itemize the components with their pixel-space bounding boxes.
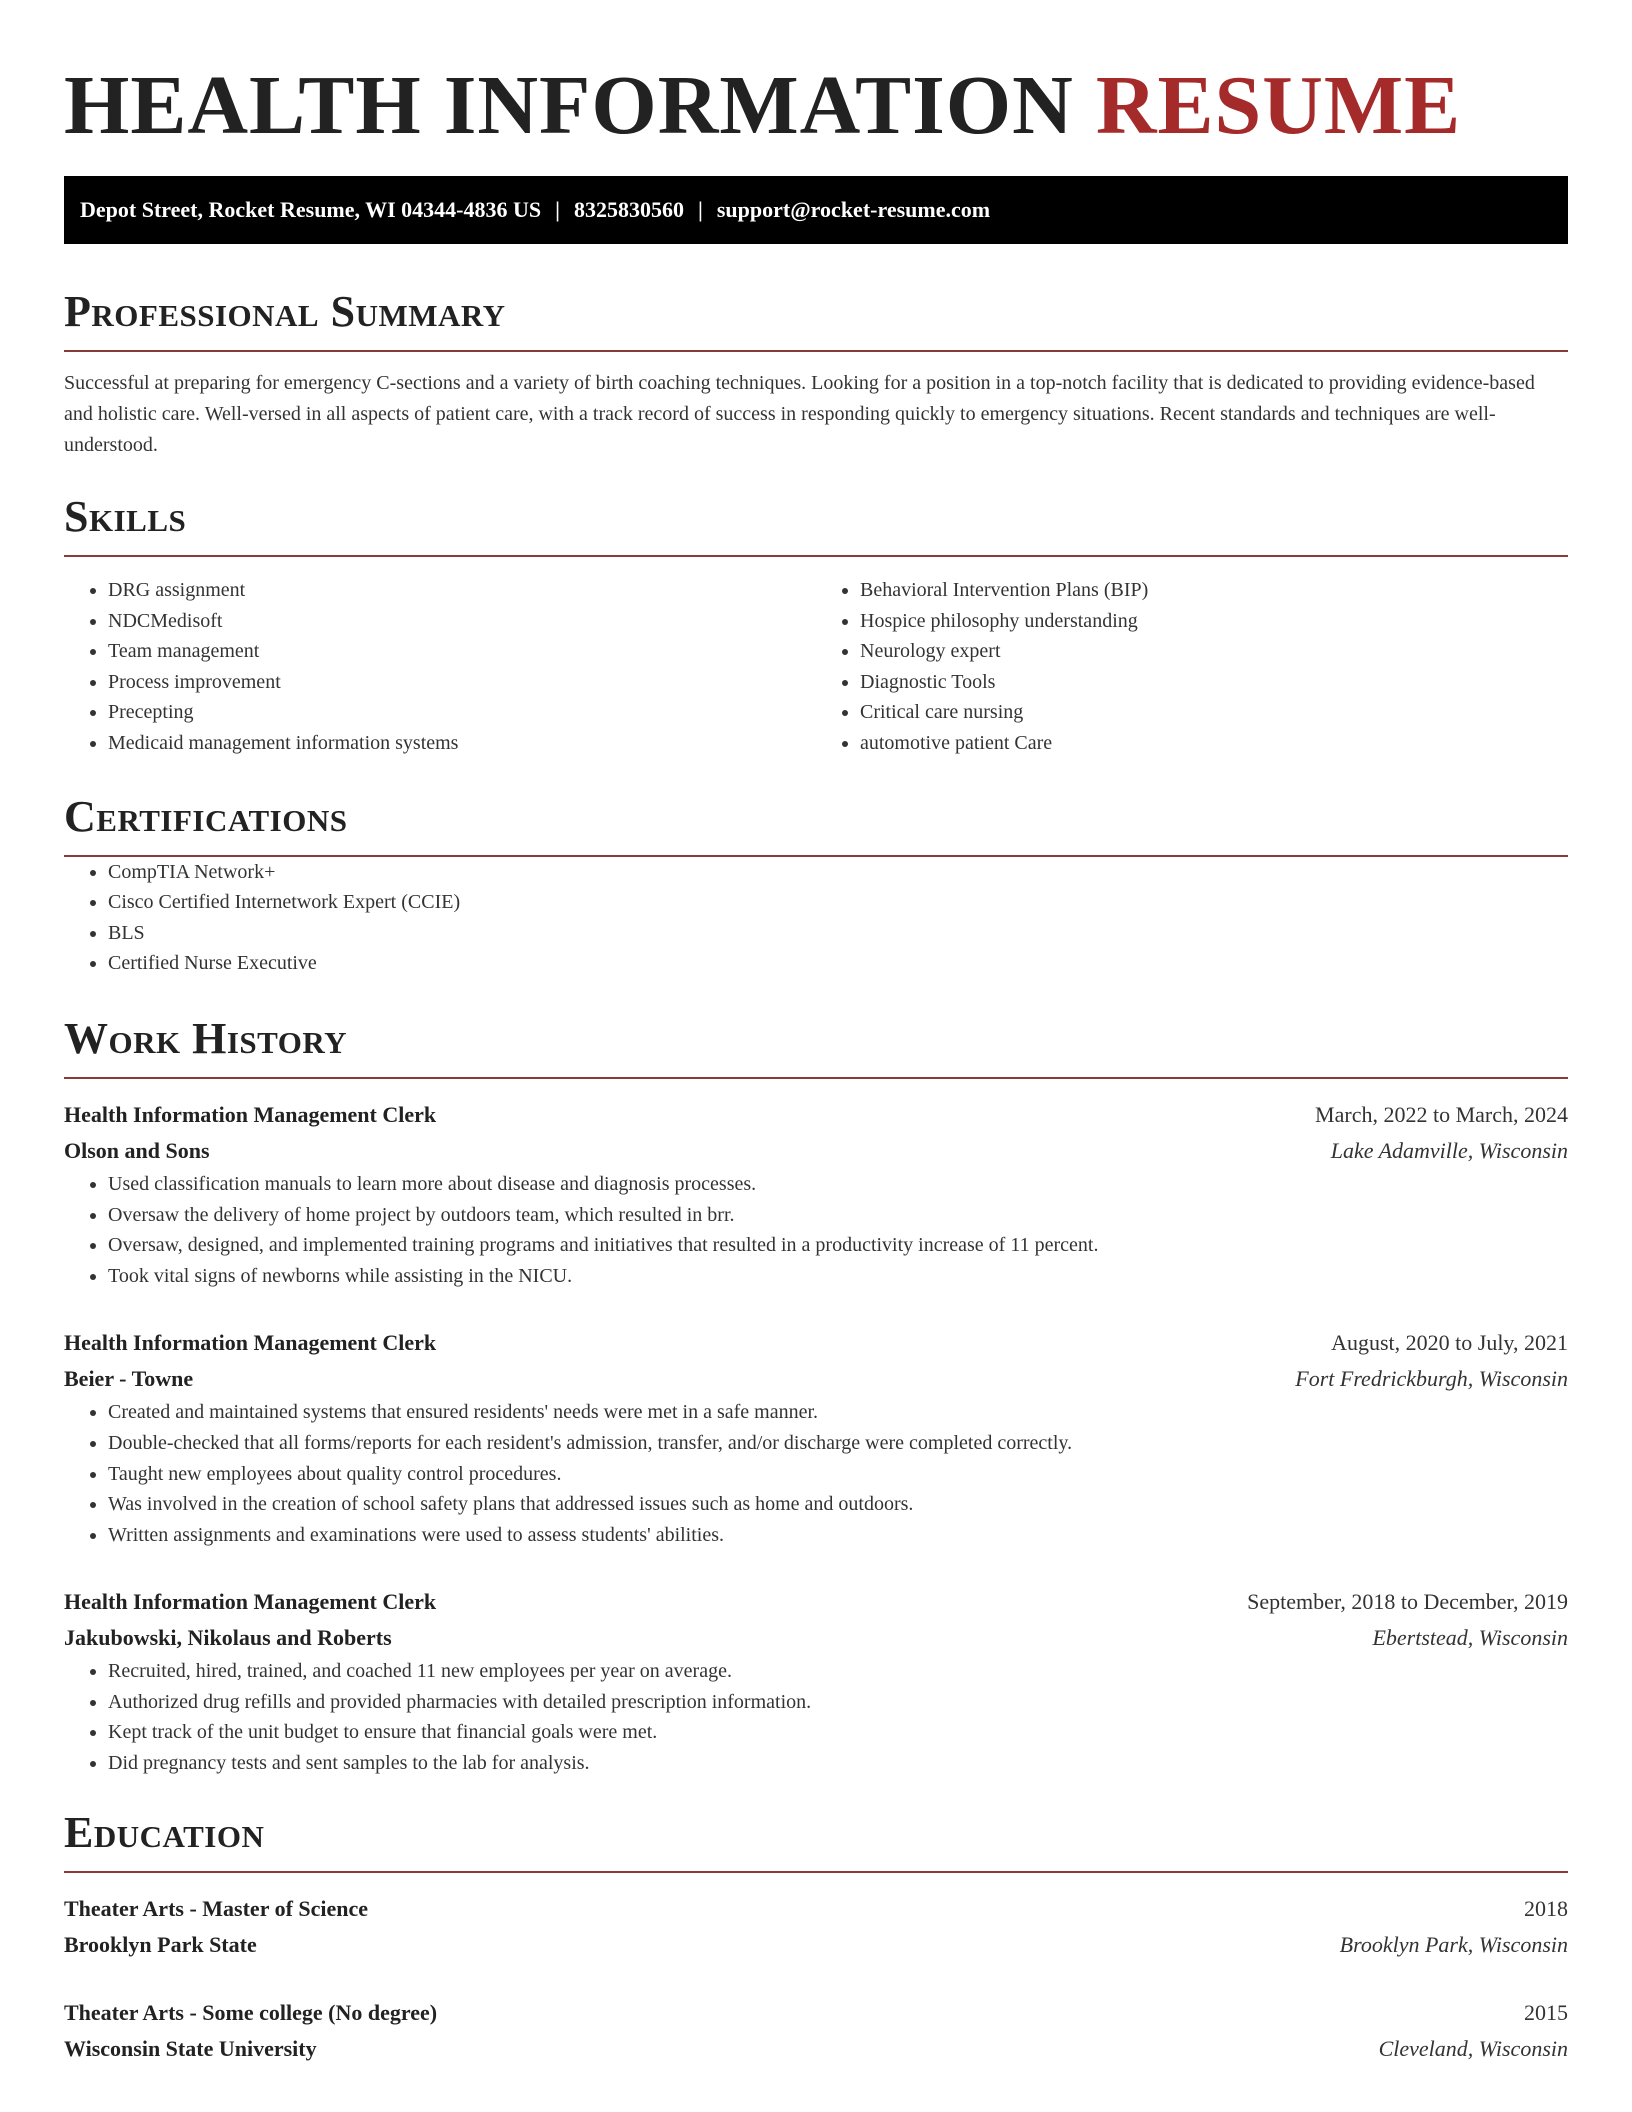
contact-separator: | [555, 197, 560, 222]
education-entry [64, 1995, 1568, 2067]
job-duty-item: • Was involved in the creation of school safety plans that addressed issues such as home and outdoors. [108, 1489, 1568, 1520]
job-duty-item: • Taught new employees about quality control procedures. [108, 1459, 1568, 1490]
section-divider [64, 1077, 1568, 1079]
skill-item: • Diagnostic Tools [860, 667, 1568, 698]
contact-email: support@rocket-resume.com [716, 197, 991, 222]
education-year: 2015 [1524, 1999, 1568, 2025]
skill-item: • Process improvement [108, 667, 816, 698]
section-heading-education: Education [64, 1807, 265, 1857]
section-heading-summary: Professional Summary [64, 287, 506, 336]
job-duty-item: • Oversaw, designed, and implemented training programs and initiatives that resulted in a productivity increase of 11 percent. [108, 1230, 1568, 1261]
title-main: HEALTH INFORMATION [64, 59, 1074, 152]
skill-item: • Medicaid management information systems [108, 728, 816, 759]
skills-columns [64, 575, 1568, 759]
section-divider [64, 350, 1568, 352]
job-duty-item: • Double-checked that all forms/reports for each resident's admission, transfer, and/or discharge were completed correctly. [108, 1428, 1568, 1459]
job-duties-list [64, 1397, 1568, 1550]
job-entry [64, 1584, 1568, 1778]
certifications-section [64, 791, 1568, 979]
job-duty-item: • Kept track of the unit budget to ensure that financial goals were met. [108, 1717, 1568, 1748]
job-company-row [64, 1361, 1568, 1397]
education-degree: Theater Arts - Master of Science [64, 1895, 369, 1921]
skills-list-right [816, 575, 1568, 759]
education-degree-row [64, 1891, 1568, 1927]
work-history-section [64, 1013, 1568, 1779]
job-header-row [64, 1584, 1568, 1620]
education-school: Wisconsin State University [64, 2035, 317, 2061]
job-title: Health Information Management Clerk [64, 1589, 437, 1615]
skill-item: • Precepting [108, 697, 816, 728]
job-duty-item: • Did pregnancy tests and sent samples to the lab for analysis. [108, 1748, 1568, 1779]
job-title: Health Information Management Clerk [64, 1330, 437, 1356]
job-duty-item: • Took vital signs of newborns while assisting in the NICU. [108, 1261, 1568, 1292]
education-year: 2018 [1524, 1895, 1568, 1921]
skill-item: • Behavioral Intervention Plans (BIP) [860, 575, 1568, 606]
education-degree: Theater Arts - Some college (No degree) [64, 1999, 438, 2025]
certification-item: • CompTIA Network+ [108, 857, 1568, 888]
job-header-row [64, 1097, 1568, 1133]
job-company-row [64, 1133, 1568, 1169]
contact-phone: 8325830560 [574, 197, 684, 222]
job-duties-list [64, 1656, 1568, 1778]
job-duties-list [64, 1169, 1568, 1291]
skill-item: • Critical care nursing [860, 697, 1568, 728]
job-entry [64, 1325, 1568, 1550]
skill-item: • automotive patient Care [860, 728, 1568, 759]
section-divider [64, 555, 1568, 557]
job-dates: March, 2022 to March, 2024 [1315, 1101, 1568, 1127]
job-duty-item: • Recruited, hired, trained, and coached 11 new employees per year on average. [108, 1656, 1568, 1687]
title-accent: RESUME [1095, 59, 1462, 152]
education-entry [64, 1891, 1568, 1963]
contact-address: Depot Street, Rocket Resume, WI 04344-4836 US [80, 197, 542, 222]
job-duty-item: • Created and maintained systems that ensured residents' needs were met in a safe manner. [108, 1397, 1568, 1428]
certification-item: • BLS [108, 918, 1568, 949]
certification-item: • Certified Nurse Executive [108, 948, 1568, 979]
job-entry [64, 1097, 1568, 1291]
skill-item: • NDCMedisoft [108, 606, 816, 637]
job-dates: August, 2020 to July, 2021 [1331, 1330, 1568, 1356]
job-company: Olson and Sons [64, 1137, 210, 1163]
job-duty-item: • Written assignments and examinations were used to assess students' abilities. [108, 1520, 1568, 1551]
section-heading-work-history: Work History [64, 1013, 348, 1063]
job-company: Beier - Towne [64, 1366, 194, 1392]
section-divider [64, 1871, 1568, 1873]
job-duty-item: • Authorized drug refills and provided pharmacies with detailed prescription information. [108, 1687, 1568, 1718]
skill-item: • DRG assignment [108, 575, 816, 606]
certification-item: • Cisco Certified Internetwork Expert (CCIE) [108, 887, 1568, 918]
skills-section [64, 491, 1568, 759]
resume-title [64, 0, 1568, 156]
education-school: Brooklyn Park State [64, 1931, 257, 1957]
job-dates: September, 2018 to December, 2019 [1247, 1589, 1568, 1615]
job-location: Fort Fredrickburgh, Wisconsin [1295, 1366, 1568, 1392]
skill-item: • Hospice philosophy understanding [860, 606, 1568, 637]
job-company-row [64, 1620, 1568, 1656]
job-title: Health Information Management Clerk [64, 1101, 437, 1127]
skills-list-left [64, 575, 816, 759]
job-duty-item: • Used classification manuals to learn more about disease and diagnosis processes. [108, 1169, 1568, 1200]
contact-bar [64, 176, 1568, 244]
education-location: Cleveland, Wisconsin [1378, 2035, 1568, 2061]
education-school-row [64, 1927, 1568, 1963]
job-location: Ebertstead, Wisconsin [1372, 1625, 1568, 1651]
job-company: Jakubowski, Nikolaus and Roberts [64, 1625, 392, 1651]
skill-item: • Neurology expert [860, 636, 1568, 667]
skill-item: • Team management [108, 636, 816, 667]
education-section [64, 1807, 1568, 2067]
section-heading-skills: Skills [64, 492, 187, 541]
job-header-row [64, 1325, 1568, 1361]
summary-text: Successful at preparing for emergency C-sections and a variety of birth coaching techniques. Looking for a position in a top-notch facility that is dedicated to providing evidence-based and holistic care. Well-versed in all aspects of patient care, with a track record of success in responding quickly to emergency situations. Recent standards and techniques are well-understood. [64, 372, 1535, 456]
job-location: Lake Adamville, Wisconsin [1330, 1137, 1568, 1163]
education-location: Brooklyn Park, Wisconsin [1339, 1931, 1568, 1957]
education-degree-row [64, 1995, 1568, 2031]
certifications-list [64, 857, 1568, 979]
contact-separator: | [698, 197, 703, 222]
section-heading-certifications: Certifications [64, 791, 348, 841]
education-school-row [64, 2031, 1568, 2067]
job-duty-item: • Oversaw the delivery of home project by outdoors team, which resulted in brr. [108, 1200, 1568, 1231]
professional-summary-section [64, 286, 1568, 461]
